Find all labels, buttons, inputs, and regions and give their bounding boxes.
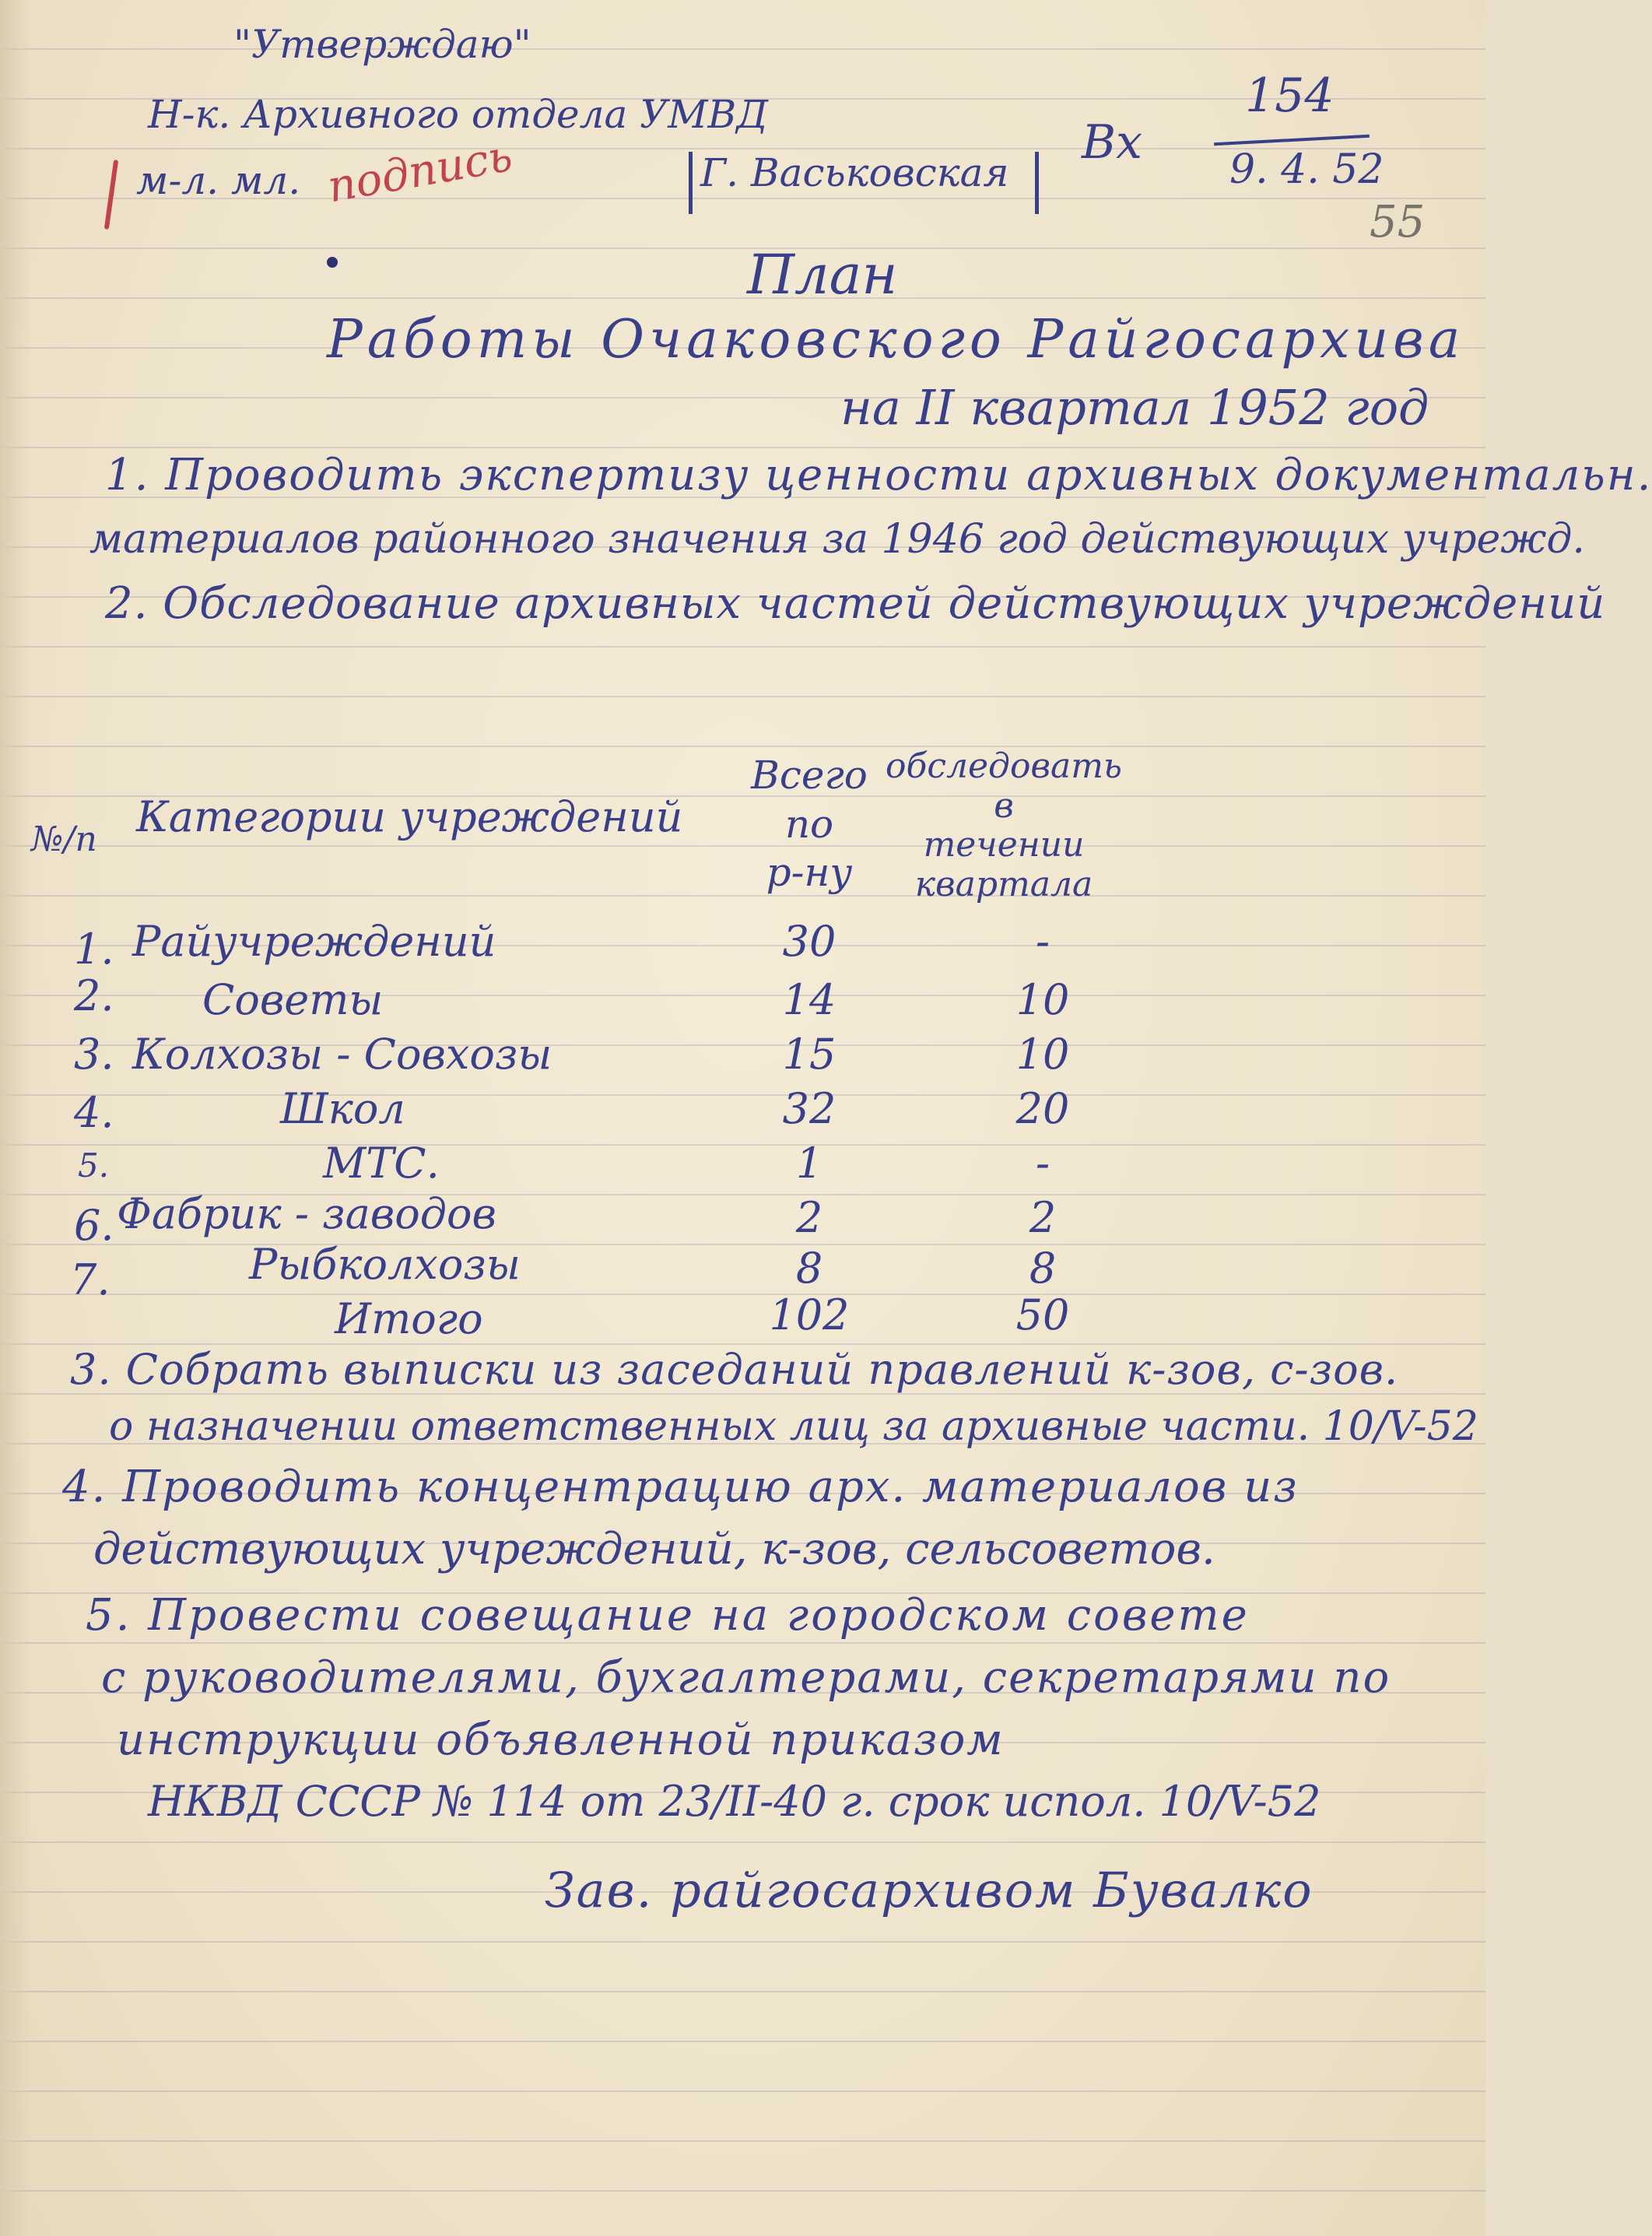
row-category: Школ xyxy=(280,1084,405,1133)
item-5-line-4: НКВД СССР № 114 от 23/II-40 г. срок испол. 10/V-52 xyxy=(148,1777,1321,1826)
row-total: 15 xyxy=(782,1030,837,1079)
incoming-prefix: Вх xyxy=(1082,115,1142,170)
incoming-fraction-line xyxy=(1214,135,1370,146)
item-1-line-2: материалов районного значения за 1946 год действующих учрежд. xyxy=(89,516,1585,563)
row-planned: 2 xyxy=(1029,1193,1057,1242)
row-number: 3. xyxy=(74,1030,114,1079)
row-number: 2. xyxy=(74,971,114,1020)
item-2-line-1: 2. Обследование архивных частей действующих учреждений xyxy=(105,578,1606,629)
row-category: Рыбколхозы xyxy=(249,1240,521,1289)
table-header-category: Категории учреждений xyxy=(136,792,683,841)
item-3-line-1: 3. Собрать выписки из заседаний правлений к-зов, с-зов. xyxy=(70,1345,1399,1394)
item-4-line-2: действующих учреждений, к-зов, сельсоветов. xyxy=(93,1524,1215,1574)
row-planned: 8 xyxy=(1029,1244,1057,1293)
row-total: 1 xyxy=(795,1139,823,1188)
bracket-right xyxy=(1035,152,1039,214)
item-5-line-2: с руководителями, бухгалтерами, секретарями по xyxy=(101,1652,1391,1703)
red-margin-mark xyxy=(104,160,118,230)
item-5-line-3: инструкции объявленной приказом xyxy=(117,1715,1005,1765)
row-number: 6. xyxy=(74,1201,114,1250)
title-word: План xyxy=(747,243,898,307)
ink-dot xyxy=(327,257,338,268)
row-planned: 10 xyxy=(1015,1030,1070,1079)
table-header-total: Всего по р-ну xyxy=(751,753,868,895)
page-shadow-edge xyxy=(0,0,31,2236)
total-label: Итого xyxy=(335,1294,483,1343)
row-planned: 20 xyxy=(1015,1084,1070,1133)
approval-signer: Г. Васьковская xyxy=(700,150,1009,195)
row-planned: - xyxy=(1035,1139,1050,1188)
row-category: Фабрик - заводов xyxy=(117,1189,496,1238)
item-5-line-1: 5. Провести совещание на городском совете xyxy=(86,1590,1250,1641)
row-number: 7. xyxy=(70,1255,110,1304)
row-total: 32 xyxy=(782,1084,837,1133)
table-header-number: №/п xyxy=(31,820,97,859)
row-total: 2 xyxy=(795,1193,823,1242)
item-1-line-1: 1. Проводить экспертизу ценности архивных документальн. xyxy=(105,450,1652,500)
total-all: 102 xyxy=(769,1290,850,1339)
approval-heading: "Утверждаю" xyxy=(233,22,531,67)
signature-line: Зав. райгосархивом Бувалко xyxy=(545,1862,1314,1918)
row-number: 1. xyxy=(74,925,114,974)
item-3-line-2: о назначении ответственных лиц за архивные части. 10/V-52 xyxy=(109,1403,1478,1450)
row-total: 14 xyxy=(782,975,837,1024)
row-category: Советы xyxy=(202,975,384,1024)
row-category: МТС. xyxy=(323,1139,440,1188)
row-total: 8 xyxy=(795,1244,823,1293)
item-4-line-1: 4. Проводить концентрацию арх. материалов из xyxy=(62,1462,1299,1512)
incoming-date: 9. 4. 52 xyxy=(1229,146,1384,193)
bracket-left xyxy=(689,152,693,214)
incoming-number: 154 xyxy=(1245,68,1335,123)
row-category: Колхозы - Совхозы xyxy=(132,1030,552,1079)
row-number: 5. xyxy=(78,1146,110,1185)
approval-position: Н-к. Архивного отдела УМВД xyxy=(148,92,768,137)
sheet-number: 55 xyxy=(1370,197,1426,247)
red-signature: подпись xyxy=(324,130,517,213)
row-category: Райучреждений xyxy=(132,917,496,966)
title-line: Работы Очаковского Райгосархива xyxy=(327,309,1465,370)
approval-rank: м-л. мл. xyxy=(136,158,301,203)
table-header-planned: обследовать в течении квартала xyxy=(886,746,1122,904)
row-planned: 10 xyxy=(1015,975,1070,1024)
row-total: 30 xyxy=(782,917,837,966)
title-period: на II квартал 1952 год xyxy=(840,379,1429,436)
row-planned: - xyxy=(1035,917,1050,966)
row-number: 4. xyxy=(74,1088,114,1137)
total-planned: 50 xyxy=(1015,1290,1070,1339)
